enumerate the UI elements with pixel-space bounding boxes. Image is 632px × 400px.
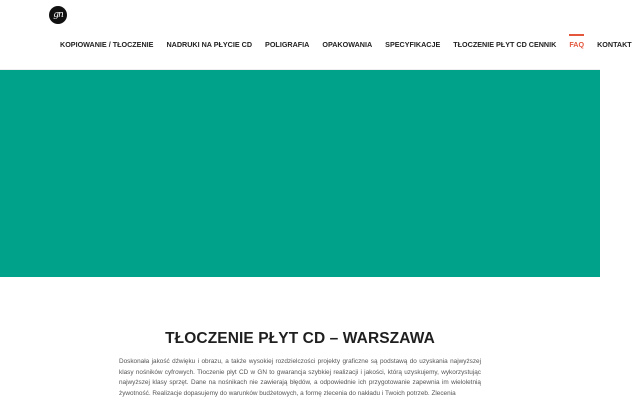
nav-item-kopiowanie[interactable]: KOPIOWANIE / TŁOCZENIE: [60, 40, 154, 49]
nav-item-specyfikacje[interactable]: SPECYFIKACJE: [385, 40, 441, 49]
intro-paragraph: Doskonała jakość dźwięku i obrazu, a także wysokiej rozdzielczości projekty graficzne są podstawą do uzyskania najwyższej klasy nośników cyfrowych. Tłoczenie płyt CD w GN to gwarancja szybkiej realizacji i jakości, którą uzyskujemy, wykorzystując najwyższej klasy sprzęt. Dane na nośnikach nie zawierają błędów, a odpowiednie ich przygotowanie zapewnia im wieloletnią żywotność. Realizacje dopasujemy do warunków budżetowych, a formę zlecenia do nakładu i Twoich potrzeb. Zlecenia: [119, 358, 481, 397]
nav-item-opakowania[interactable]: OPAKOWANIA: [322, 40, 373, 49]
site-header: [0, 0, 632, 70]
nav-item-cennik[interactable]: TŁOCZENIE PŁYT CD CENNIK: [453, 40, 557, 49]
hero-banner: [0, 70, 600, 277]
main-nav: [60, 34, 632, 58]
nav-item-faq[interactable]: FAQ: [569, 34, 584, 56]
nav-item-poligrafia[interactable]: POLIGRAFIA: [265, 40, 310, 49]
nav-item-nadruki[interactable]: NADRUKI NA PŁYCIE CD: [166, 40, 253, 49]
logo-text: gn: [53, 10, 63, 20]
logo[interactable]: [49, 6, 67, 24]
page-title: TŁOCZENIE PŁYT CD – WARSZAWA: [165, 330, 435, 347]
nav-item-kontakt[interactable]: KONTAKT: [597, 40, 632, 49]
